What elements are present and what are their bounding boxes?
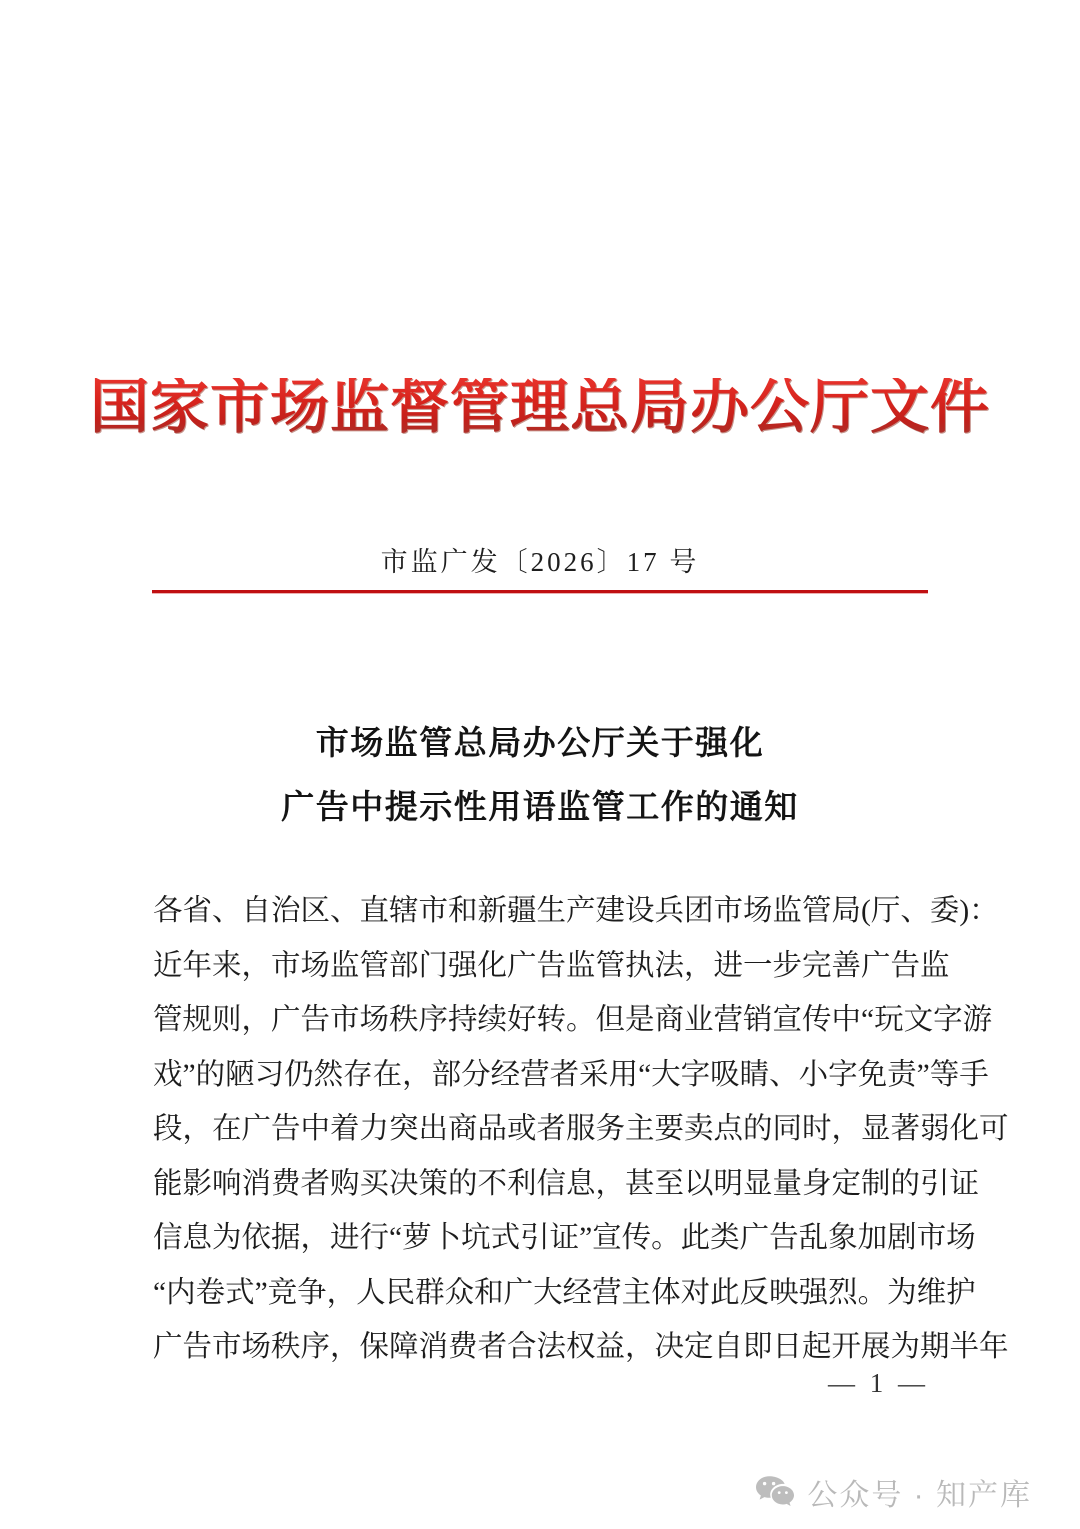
document-number: 市监广发〔2026〕17 号 xyxy=(380,547,700,577)
page-number: — 1 — xyxy=(828,1368,929,1398)
body-line: 广告市场秩序，保障消费者合法权益，决定自即日起开展为期半年 xyxy=(153,1331,1009,1363)
subject-heading-line-1: 市场监管总局办公厅关于强化 xyxy=(315,726,765,762)
masthead xyxy=(0,374,1080,440)
body-line: 段，在广告中着力突出商品或者服务主要卖点的同时，显著弱化可 xyxy=(153,1113,1009,1145)
document-number-row xyxy=(0,540,1080,579)
subject-heading xyxy=(150,712,930,840)
masthead-title: 国家市场监督管理总局办公厅文件 xyxy=(89,374,990,440)
body-line: 管规则，广告市场秩序持续好转。但是商业营销宣传中“玩文字游 xyxy=(153,1004,993,1036)
red-separator-rule xyxy=(152,590,928,593)
wechat-icon xyxy=(755,1475,795,1509)
body-line: 信息为依据，进行“萝卜坑式引证”宣传。此类广告乱象加剧市场 xyxy=(153,1222,976,1254)
subject-heading-line-2: 广告中提示性用语监管工作的通知 xyxy=(281,790,799,826)
watermark-text: 公众号 · 知产库 xyxy=(807,1479,1032,1512)
watermark xyxy=(755,1470,1032,1514)
body-line: 能影响消费者购买决策的不利信息，甚至以明显量身定制的引证 xyxy=(153,1167,980,1200)
body-line: 近年来，市场监管部门强化广告监管执法，进一步完善广告监 xyxy=(153,949,950,982)
body-text xyxy=(153,884,1009,1375)
salutation-line: 各省、自治区、直辖市和新疆生产建设兵团市场监管局(厅、委)： xyxy=(153,895,999,927)
body-line: 戏”的陋习仍然存在，部分经营者采用“大字吸睛、小字免责”等手 xyxy=(153,1058,989,1091)
body-line: “内卷式”竞争，人民群众和广大经营主体对此反映强烈。为维护 xyxy=(153,1276,976,1309)
